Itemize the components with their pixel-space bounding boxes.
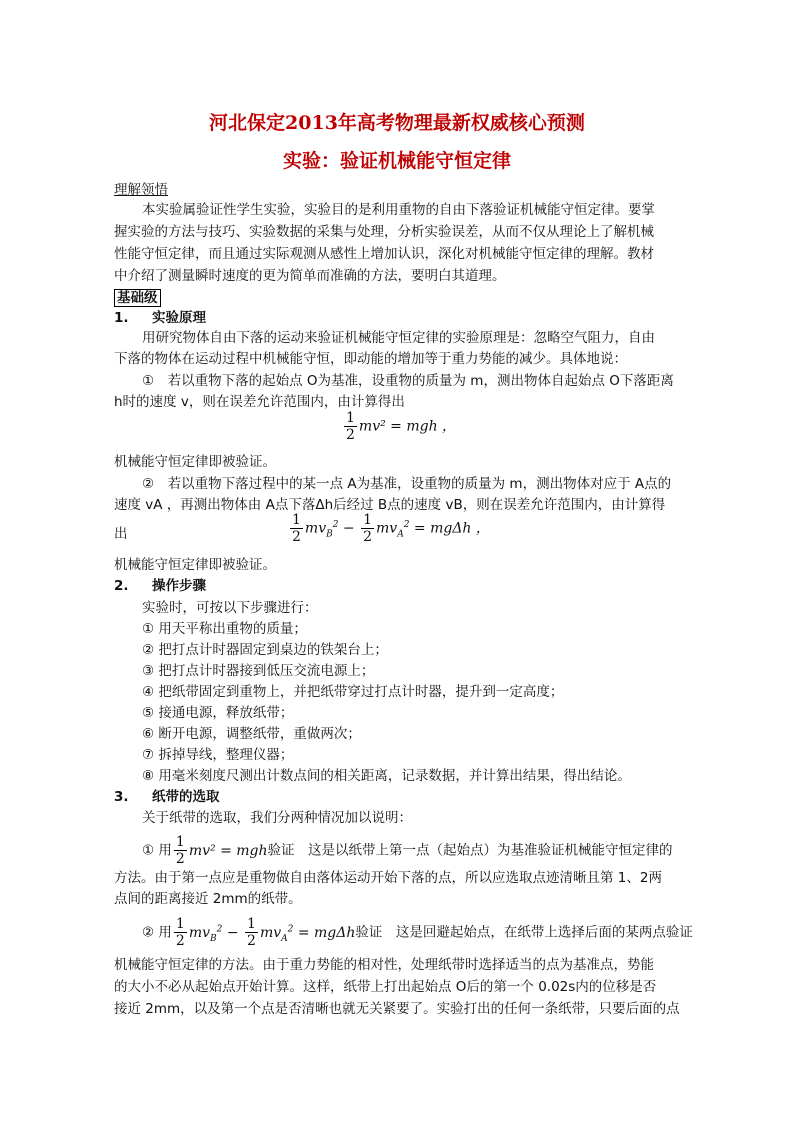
- step-7: ⑦ 拆掉导线，整理仪器；: [142, 747, 294, 763]
- method-2-line-2: 机械能守恒定律的方法。由于重力势能的相对性，处理纸带时选择适当的点为基准点，势能: [114, 957, 654, 973]
- case-1-line-1: ① 若以重物下落的起始点 O为基准，设重物的质量为 m，测出物体自起始点 O下落距离: [142, 373, 674, 389]
- section-3-title: 纸带的选取: [152, 789, 220, 805]
- case-2-conclusion: 机械能守恒定律即被验证。: [114, 557, 276, 573]
- case-1-line-2: h时的速度 v，则在误差允许范围内，由计算得出: [114, 394, 405, 410]
- lijie-heading: 理解领悟: [114, 182, 168, 198]
- section-2-number: 2.: [114, 578, 129, 594]
- section-2-title: 操作步骤: [152, 578, 207, 594]
- step-1: ① 用天平称出重物的质量；: [142, 621, 307, 637]
- lijie-line-3: 性能守恒定律，而且通过实际观测从感性上增加认识，深化对机械能守恒定律的理解。教材: [114, 246, 654, 262]
- s2-intro: 实验时，可按以下步骤进行：: [142, 600, 318, 616]
- method-2-line-1: ② 用 $\frac{1}{2}$ $mv_B^2$ − $\frac{1}{2}$ $mv_A^2 = mg\Delta h$验证 这是回避起始点，在纸带上选择后面的某两点验证: [142, 916, 693, 950]
- lijie-line-4: 中介绍了测量瞬时速度的更为简单而准确的方法，要明白其道理。: [114, 268, 506, 284]
- case-2-line-3: 出: [114, 526, 128, 542]
- s1-intro-line-1: 用研究物体自由下落的运动来验证机械能守恒定律的实验原理是：忽略空气阻力，自由: [142, 330, 655, 346]
- step-5: ⑤ 接通电源，释放纸带；: [142, 705, 294, 721]
- section-1-heading: [114, 308, 206, 328]
- section-1-title: 实验原理: [152, 310, 207, 326]
- section-3-heading: [114, 787, 220, 807]
- step-3: ③ 把打点计时器接到低压交流电源上；: [142, 663, 375, 679]
- s3-intro: 关于纸带的选取，我们分两种情况加以说明：: [142, 810, 412, 826]
- section-3-number: 3.: [114, 789, 129, 805]
- method-2-line-4: 接近 2mm，以及第一个点是否清晰也就无关紧要了。实验打出的任何一条纸带，只要后面的点: [114, 1001, 680, 1017]
- method-1-line-1: ① 用 $\frac{1}{2}$ mv² = mgh验证 这是以纸带上第一点（起始点）为基准验证机械能守恒定律的: [142, 834, 673, 867]
- method-2-line-3: 的大小不必从起始点开始计算。这样，纸带上打出起始点 O后的第一个 0.02s内的位移是否: [114, 979, 657, 995]
- lijie-line-1: 本实验属验证性学生实验，实验目的是利用重物的自由下落验证机械能守恒定律。要掌: [142, 202, 655, 218]
- method-1-line-2: 方法。由于第一点应是重物做自由落体运动开始下落的点，所以应选取点迹清晰且第 1、2两: [114, 870, 662, 886]
- step-6: ⑥ 断开电源，调整纸带，重做两次；: [142, 726, 361, 742]
- document-title: 河北保定2013年高考物理最新权威核心预测: [209, 112, 585, 134]
- case-1-conclusion: 机械能守恒定律即被验证。: [114, 454, 276, 470]
- equation-2: $\frac{1}{2}$ $mv_B^2$ − $\frac{1}{2}$ $mv_A^2 = mg\Delta h$ ，: [292, 512, 490, 545]
- step-8: ⑧ 用毫米刻度尺测出计数点间的相关距离，记录数据，并计算出结果，得出结论。: [142, 768, 631, 784]
- case-2-line-2: 速度 vA ，再测出物体由 A点下落Δh后经过 B点的速度 vB，则在误差允许范围内，由计算得: [114, 497, 666, 513]
- step-2: ② 把打点计时器固定到桌边的铁架台上；: [142, 642, 388, 658]
- lijie-line-2: 握实验的方法与技巧、实验数据的采集与处理，分析实验误差，从而不仅从理论上了解机械: [114, 224, 654, 240]
- s1-intro-line-2: 下落的物体在运动过程中机械能守恒，即动能的增加等于重力势能的减少。具体地说：: [114, 351, 627, 367]
- equation-1: $\frac{1}{2}$ mv² = mgh ，: [346, 410, 457, 443]
- section-2-heading: [114, 576, 206, 596]
- method-1-line-3: 点间的距离接近 2mm的纸带。: [114, 891, 302, 907]
- level-badge: 基础级: [114, 289, 161, 307]
- document-subtitle: 实验：验证机械能守恒定律: [282, 150, 511, 172]
- case-2-line-1: ② 若以重物下落过程中的某一点 A为基准，设重物的质量为 m，测出物体对应于 A点的: [142, 476, 672, 492]
- section-1-number: 1.: [114, 310, 129, 326]
- step-4: ④ 把纸带固定到重物上，并把纸带穿过打点计时器，提升到一定高度；: [142, 684, 564, 700]
